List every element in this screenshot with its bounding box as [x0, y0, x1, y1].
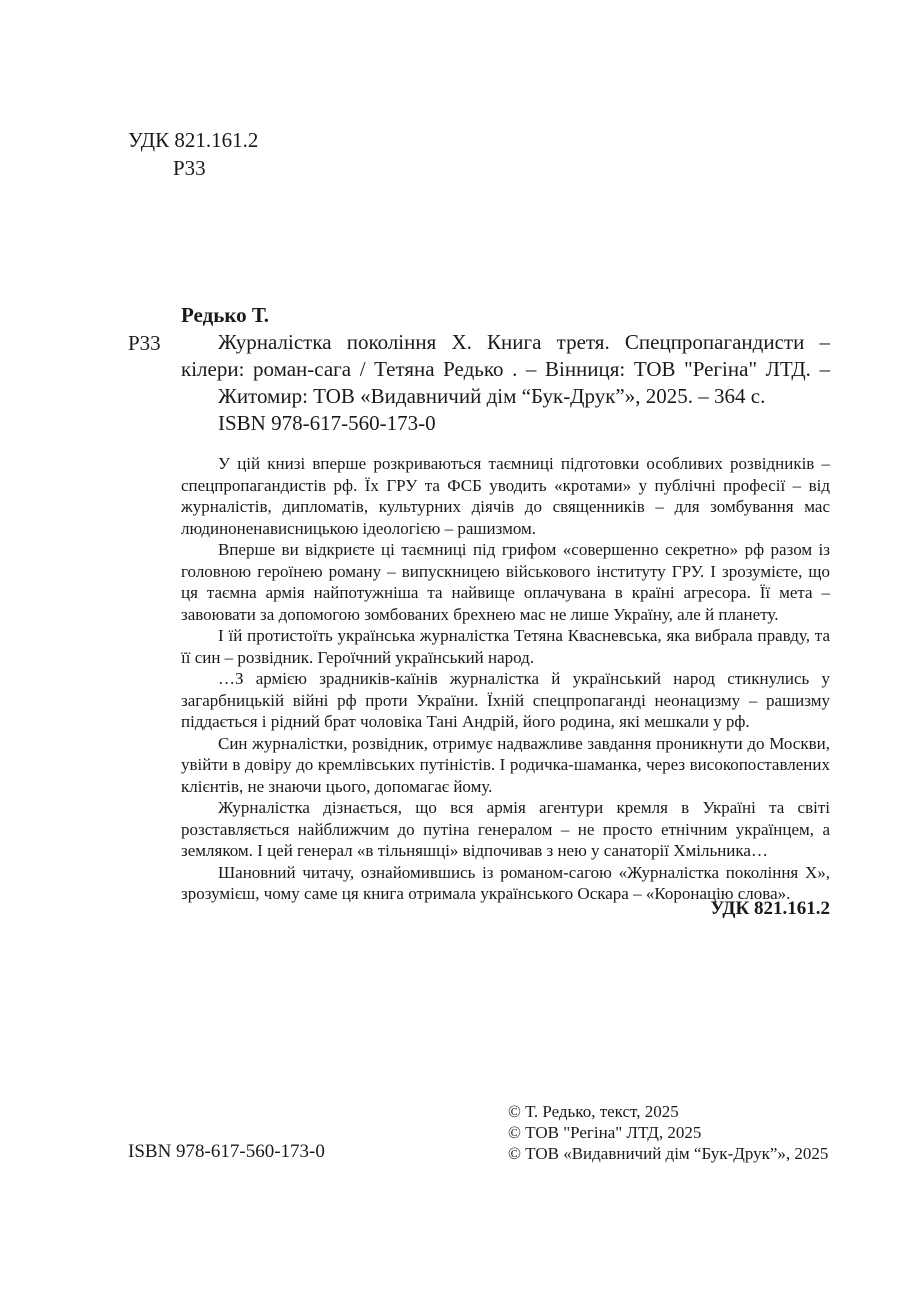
- catalog-title-line-1: Журналістка покоління Х. Книга третя. Спецпропагандисти –: [218, 330, 830, 354]
- author-code-header: Р33: [173, 156, 206, 180]
- footer-isbn: ISBN 978-617-560-173-0: [128, 1141, 325, 1162]
- copyright-line: © Т. Редько, текст, 2025: [508, 1102, 679, 1121]
- udk-classification: УДК 821.161.2: [710, 898, 830, 919]
- catalog-entry: [181, 329, 830, 437]
- catalog-author-code: Р33: [128, 331, 161, 355]
- abstract-paragraph: Журналістка дізнається, що вся армія агентури кремля в Україні та світі розставляється найближчим до путіна генералом – не просто етнічним українцем, а земляком. І цей генерал «в тільняшці» відпочивав з нею у санаторії Хмільника…: [181, 798, 830, 860]
- copyright-line: © ТОВ "Регіна" ЛТД, 2025: [508, 1123, 702, 1142]
- abstract-paragraph: У цій книзі вперше розкриваються таємниці підготовки особливих розвідників – спецпропагандистів рф. Їх ГРУ та ФСБ уводить «кротами» у публічні професії – від журналістів, дипломатів, культурних діячів до священників – для зомбування мас людиноненависницькою ідеологією – рашизмом.: [181, 454, 830, 538]
- abstract: [181, 453, 830, 905]
- catalog-author: Редько Т.: [181, 303, 270, 327]
- copyright-line: © ТОВ «Видавничий дім “Бук-Друк”», 2025: [508, 1144, 829, 1163]
- abstract-paragraph: Шановний читачу, ознайомившись із романом-сагою «Журналістка покоління Х», зрозумієш, чому саме ця книга отримала українського Оскара – «Коронацію слова».: [181, 862, 830, 903]
- udk-header: УДК 821.161.2: [128, 128, 259, 152]
- catalog-title-line-3: Житомир: ТОВ «Видавничий дім “Бук-Друк”», 2025. – 364 с.: [218, 384, 766, 408]
- abstract-paragraph: І їй протистоїть українська журналістка Тетяна Квасневська, яка вибрала правду, та її син – розвідник. Героїчний український народ.: [181, 626, 830, 667]
- catalog-isbn: ISBN 978-617-560-173-0: [218, 411, 436, 435]
- copyright-block: [508, 1101, 828, 1164]
- catalog-title-line-2: кілери: роман-сага / Тетяна Редько . – Вінниця: ТОВ "Регіна" ЛТД. –: [181, 357, 830, 381]
- abstract-paragraph: Вперше ви відкриєте ці таємниці під грифом «совершенно секретно» рф разом із головною героїнею роману – випускницею військового інституту ГРУ. І зрозумієте, що ця таємна армія найпотужніша та найвище оплачувана в країні агресора. Її мета – завоювати за допомогою зомбованих брехнею мас не лише Україну, але й планету.: [181, 540, 830, 624]
- abstract-paragraph: Син журналістки, розвідник, отримує надважливе завдання проникнути до Москви, увійти в довіру до кремлівських путіністів. І родичка-шаманка, через високопоставлених клієнтів, не знаючи цього, допомагає йому.: [181, 733, 830, 796]
- abstract-paragraph: …З армією зрадників-каїнів журналістка й український народ стикнулись у загарбницькій війні рф проти України. Їхній спецпропаганді неонацизму – рашизму піддається і рідний брат чоловіка Тані Андрій, його родина, які мешкали у рф.: [181, 669, 830, 731]
